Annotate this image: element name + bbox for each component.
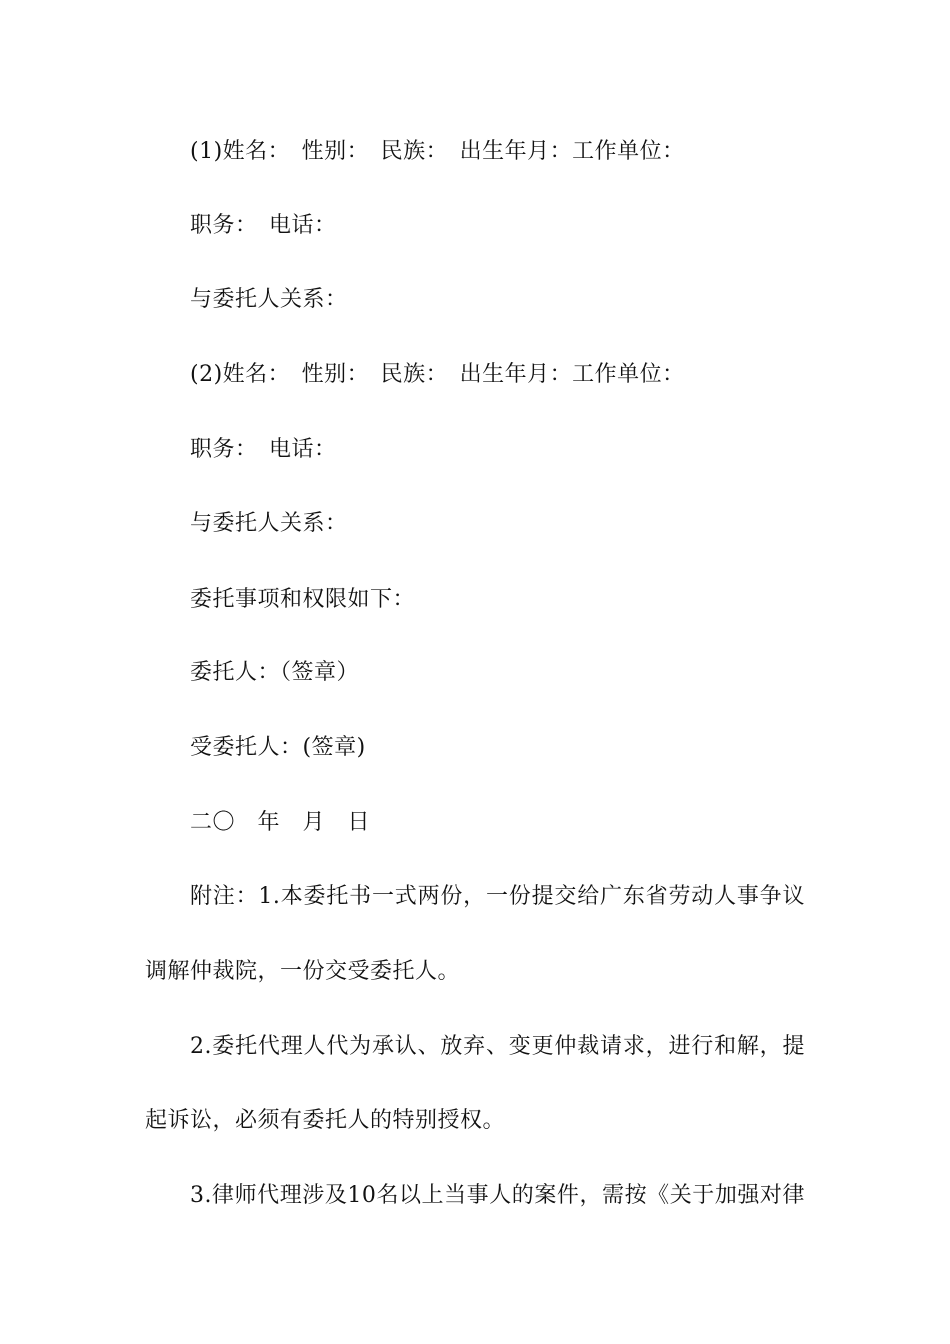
principal-signature-line: 委托人：（签章） [190, 660, 360, 685]
agent-1-info-line: (1)姓名： 性别： 民族： 出生年月：工作单位： [190, 139, 685, 164]
note-1-line-2: 调解仲裁院，一份交受委托人。 [145, 959, 461, 984]
agent-1-relationship-line: 与委托人关系： [190, 287, 348, 312]
note-2-line-2: 起诉讼，必须有委托人的特别授权。 [145, 1108, 506, 1133]
agent-1-position-phone-line: 职务： 电话： [190, 213, 337, 238]
note-2-line-1: 2.委托代理人代为承认、放弃、变更仲裁请求，进行和解，提 [190, 1034, 805, 1059]
entrusted-matters-line: 委托事项和权限如下： [190, 587, 416, 612]
note-1-line-1: 附注：1.本委托书一式两份，一份提交给广东省劳动人事争议 [190, 884, 805, 909]
agent-signature-line: 受委托人：(签章) [190, 735, 366, 760]
date-line: 二〇 年 月 日 [190, 810, 371, 835]
agent-2-relationship-line: 与委托人关系： [190, 511, 348, 536]
agent-2-info-line: (2)姓名： 性别： 民族： 出生年月：工作单位： [190, 362, 685, 387]
note-3-line-1: 3.律师代理涉及10名以上当事人的案件，需按《关于加强对律 [190, 1183, 805, 1208]
agent-2-position-phone-line: 职务： 电话： [190, 437, 337, 462]
